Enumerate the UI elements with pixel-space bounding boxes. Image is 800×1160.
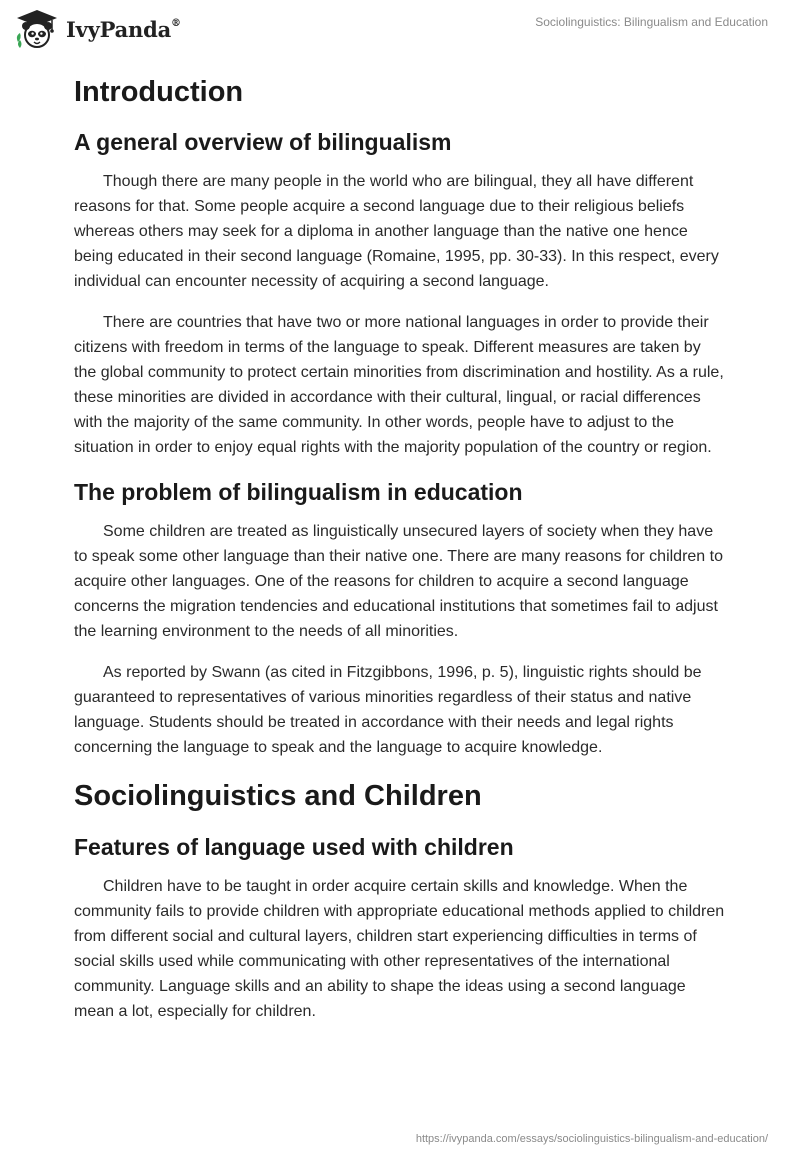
subsection-heading-education-problem: The problem of bilingualism in education <box>74 479 523 505</box>
logo-wordmark: IvyPanda® <box>66 16 181 42</box>
page-header <box>0 0 800 60</box>
subsection-heading-language-features: Features of language used with children <box>74 834 514 860</box>
document-title: Sociolinguistics: Bilingualism and Education <box>535 15 768 29</box>
panda-graduate-icon <box>14 8 60 50</box>
paragraph: Children have to be taught in order acquire certain skills and knowledge. When the community fails to provide children with appropriate educational methods applied to children from different social and cultural layers, children start experiencing difficulties in terms of social skills used while communicating with other representatives of the international community. Language skills and an ability to shape the ideas using a second language mean a lot, especially for children. <box>74 878 725 1020</box>
subsection-heading-overview: A general overview of bilingualism <box>74 129 452 155</box>
paragraph: There are countries that have two or more national languages in order to provide their citizens with freedom in terms of the language to speak. Different measures are taken by the global community to protect certain minorities from discrimination and hostility. As a rule, these minorities are divided in accordance with their cultural, lingual, or racial differences with the majority of the same community. In other words, people have to adjust to the situation in order to enjoy equal rights with the majority population of the country or region. <box>74 314 724 456</box>
paragraph: Some children are treated as linguistically unsecured layers of society when they have to speak some other language than their native one. There are many reasons for children to acquire other languages. One of the reasons for children to acquire a second language concerns the migration tendencies and educational institutions that sometimes fail to adjust the learning environment to the needs of all minorities. <box>74 523 723 640</box>
section-heading-sociolinguistics: Sociolinguistics and Children <box>74 780 482 812</box>
ivypanda-logo[interactable] <box>14 8 181 50</box>
article-body <box>74 72 726 1024</box>
paragraph: As reported by Swann (as cited in Fitzgibbons, 1996, p. 5), linguistic rights should be guaranteed to representatives of various minorities regardless of their status and native language. Students should be treated in accordance with their needs and legal rights concerning the language to speak and the language to acquire knowledge. <box>74 664 702 756</box>
source-url[interactable]: https://ivypanda.com/essays/sociolinguistics-bilingualism-and-education/ <box>415 1133 768 1145</box>
paragraph: Though there are many people in the world who are bilingual, they all have different reasons for that. Some people acquire a second language due to their religious beliefs whereas others may seek for a diploma in another language than the native one hence being educated in their second language (Romaine, 1995, pp. 30-33). In this respect, every individual can encounter necessity of acquiring a second language. <box>74 173 719 290</box>
section-heading-introduction: Introduction <box>74 76 244 108</box>
